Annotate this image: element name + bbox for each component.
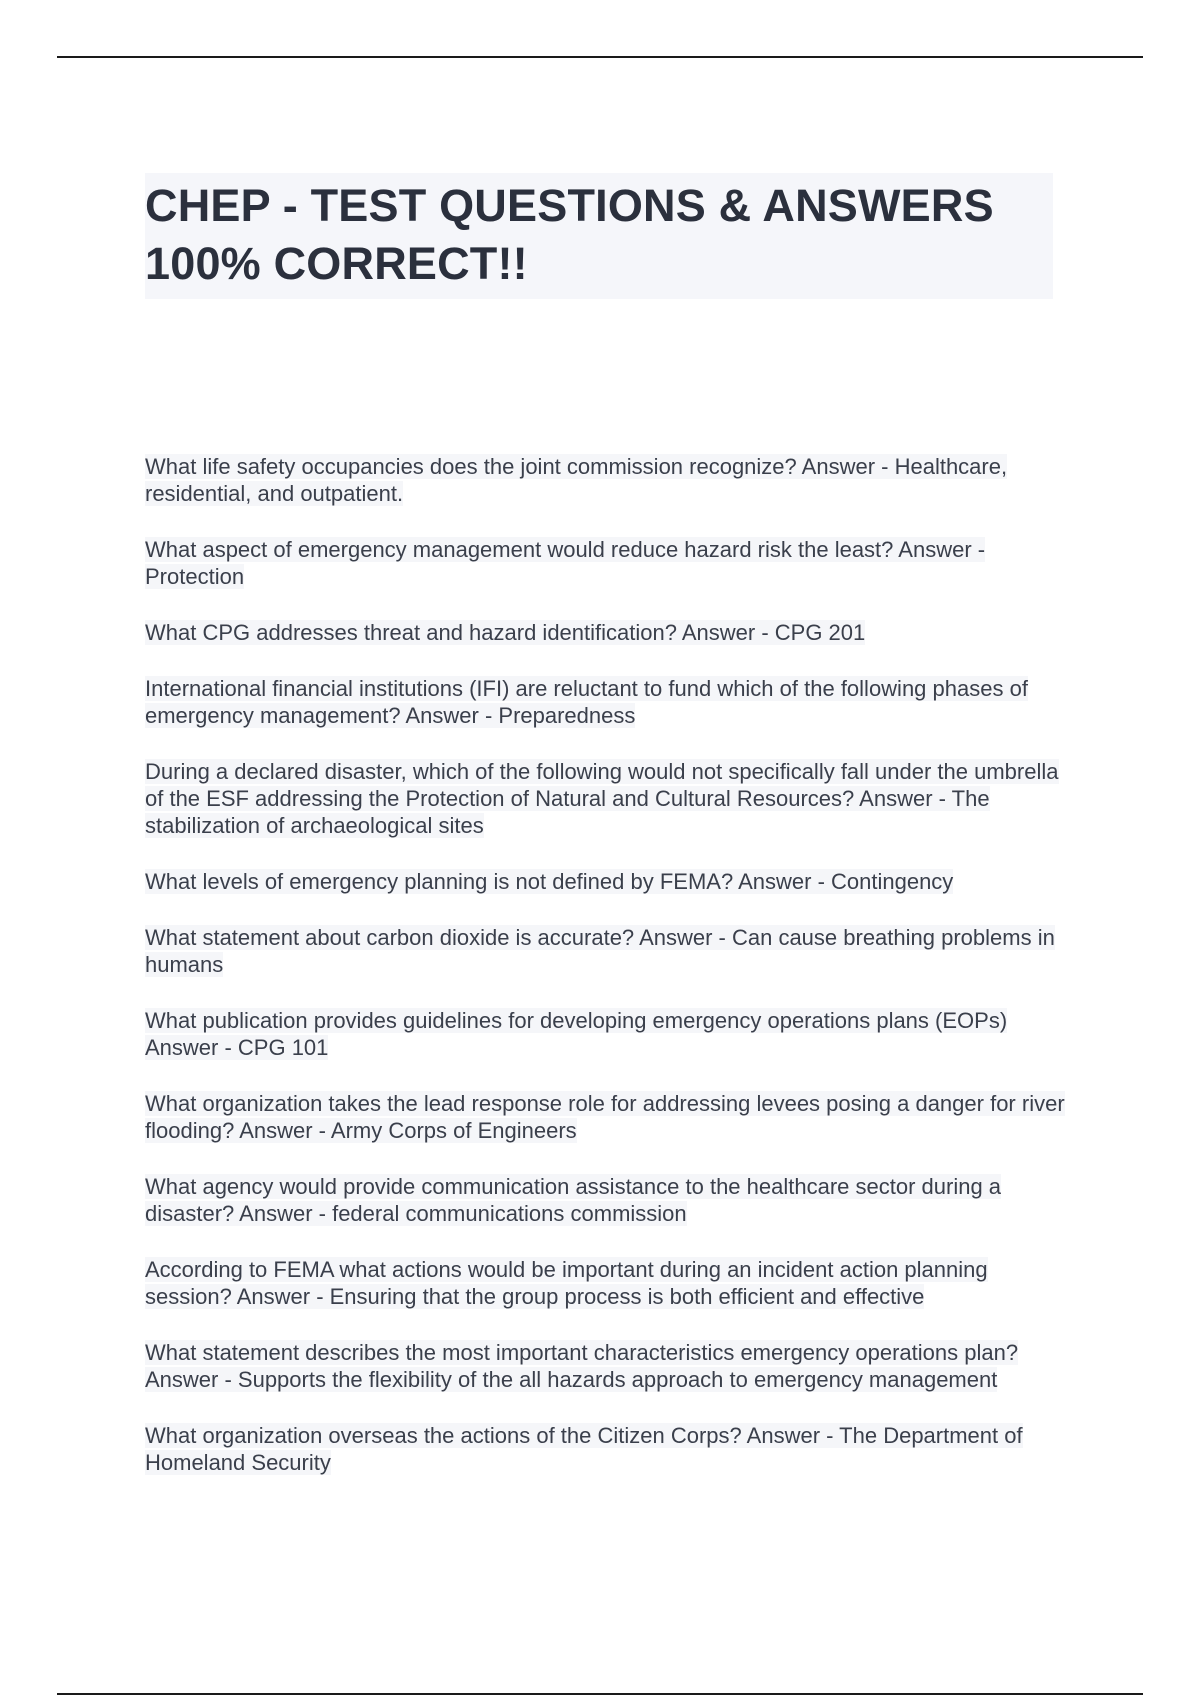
qa-item-12 — [145, 1339, 1065, 1393]
qa-text: What levels of emergency planning is not defined by FEMA? Answer - Contingency — [145, 869, 954, 894]
qa-text: What CPG addresses threat and hazard identification? Answer - CPG 201 — [145, 620, 866, 645]
qa-item-2 — [145, 536, 1065, 590]
bottom-divider — [57, 1693, 1143, 1695]
qa-item-7 — [145, 924, 1065, 978]
qa-text: During a declared disaster, which of the following would not specifically fall under the umbrella of the ESF addressing the Protection of Natural and Cultural Resources? Answer - The stabilization of archaeological sites — [145, 759, 1059, 838]
qa-item-11 — [145, 1256, 1065, 1310]
qa-text: What organization overseas the actions of the Citizen Corps? Answer - The Department of Homeland Security — [145, 1423, 1023, 1475]
qa-text: What life safety occupancies does the joint commission recognize? Answer - Healthcare, residential, and outpatient. — [145, 454, 1008, 506]
qa-text: What agency would provide communication assistance to the healthcare sector during a disaster? Answer - federal communications commission — [145, 1174, 1002, 1226]
qa-text: What statement about carbon dioxide is accurate? Answer - Can cause breathing problems in humans — [145, 925, 1055, 977]
qa-item-1 — [145, 453, 1065, 507]
qa-item-4 — [145, 675, 1065, 729]
top-divider — [57, 56, 1143, 58]
qa-item-9 — [145, 1090, 1065, 1144]
qa-text: What publication provides guidelines for developing emergency operations plans (EOPs) Answer - CPG 101 — [145, 1008, 1008, 1060]
title-block — [145, 173, 1053, 299]
qa-item-10 — [145, 1173, 1065, 1227]
qa-text: What statement describes the most important characteristics emergency operations plan? Answer - Supports the flexibility of the all hazards approach to emergency management — [145, 1340, 1019, 1392]
qa-item-5 — [145, 758, 1065, 839]
qa-item-13 — [145, 1422, 1065, 1476]
qa-text: What organization takes the lead response role for addressing levees posing a danger for river flooding? Answer - Army Corps of Engineers — [145, 1091, 1065, 1143]
qa-text: According to FEMA what actions would be important during an incident action planning session? Answer - Ensuring that the group process is both efficient and effective — [145, 1257, 988, 1309]
qa-list — [145, 453, 1065, 1505]
qa-item-3 — [145, 619, 1065, 646]
document-title: CHEP - TEST QUESTIONS & ANSWERS 100% CORRECT!! — [145, 180, 994, 289]
qa-text: International financial institutions (IFI) are reluctant to fund which of the following phases of emergency management? Answer - Preparedness — [145, 676, 1028, 728]
qa-text: What aspect of emergency management would reduce hazard risk the least? Answer - Protection — [145, 537, 986, 589]
qa-item-6 — [145, 868, 1065, 895]
qa-item-8 — [145, 1007, 1065, 1061]
